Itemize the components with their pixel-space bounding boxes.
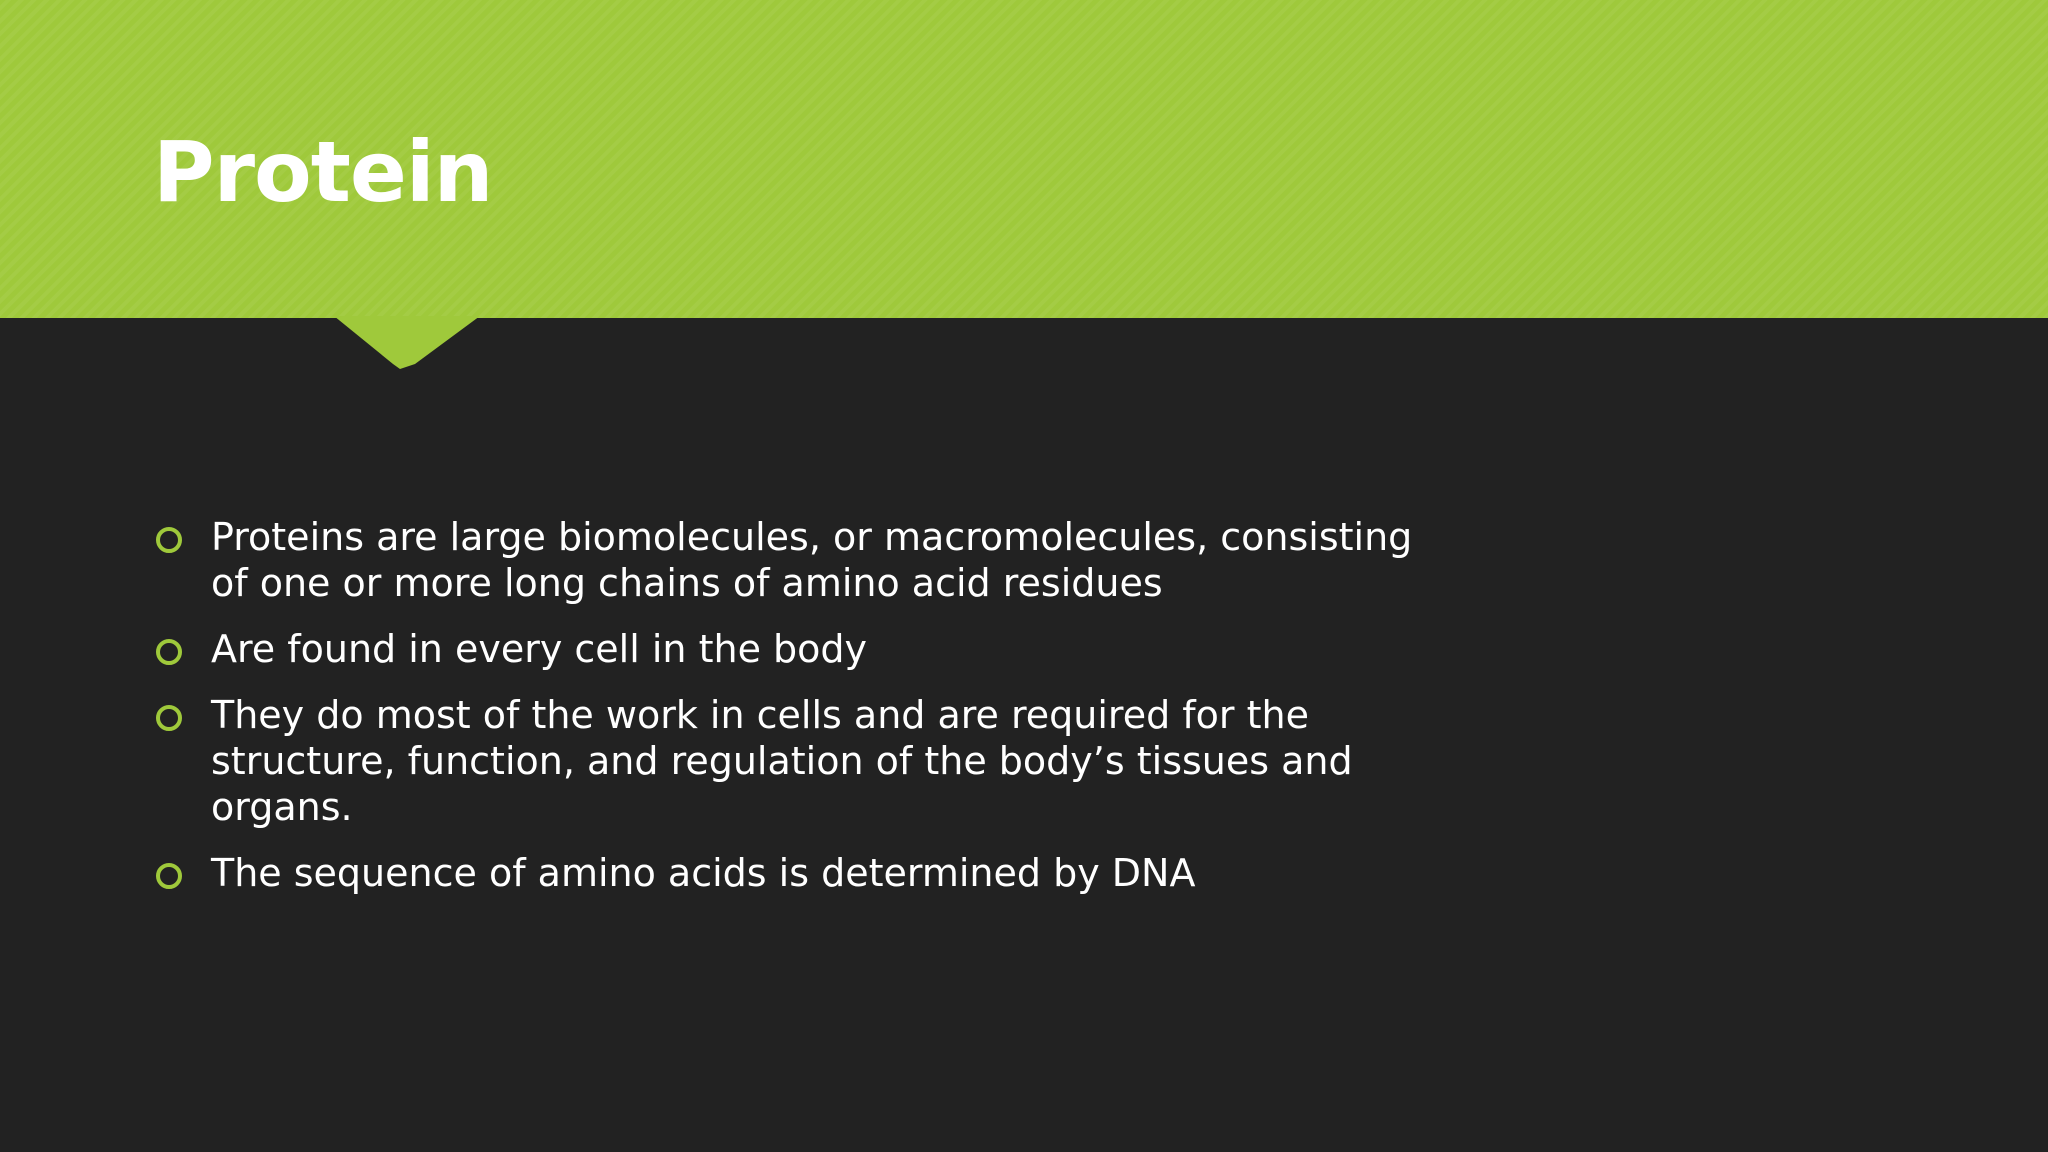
bullet-text: They do most of the work in cells and are required for the structure, function, and regulation of the body’s tissues and organs. — [211, 693, 1353, 829]
circle-outline-icon — [156, 863, 182, 889]
bullet-text: The sequence of amino acids is determined by DNA — [211, 851, 1196, 895]
bullet-item — [153, 692, 1413, 830]
bullet-item — [153, 850, 1413, 896]
banner-pointer — [0, 316, 2048, 376]
circle-outline-icon — [156, 527, 182, 553]
circle-outline-icon — [156, 705, 182, 731]
circle-outline-icon — [156, 639, 182, 665]
bullet-list — [153, 514, 1413, 916]
slide-title: Protein — [153, 123, 493, 221]
bullet-item — [153, 626, 1413, 672]
bullet-text: Are found in every cell in the body — [211, 627, 868, 671]
bullet-item — [153, 514, 1413, 606]
bullet-text: Proteins are large biomolecules, or macromolecules, consisting of one or more long chains of amino acid residues — [211, 515, 1413, 605]
